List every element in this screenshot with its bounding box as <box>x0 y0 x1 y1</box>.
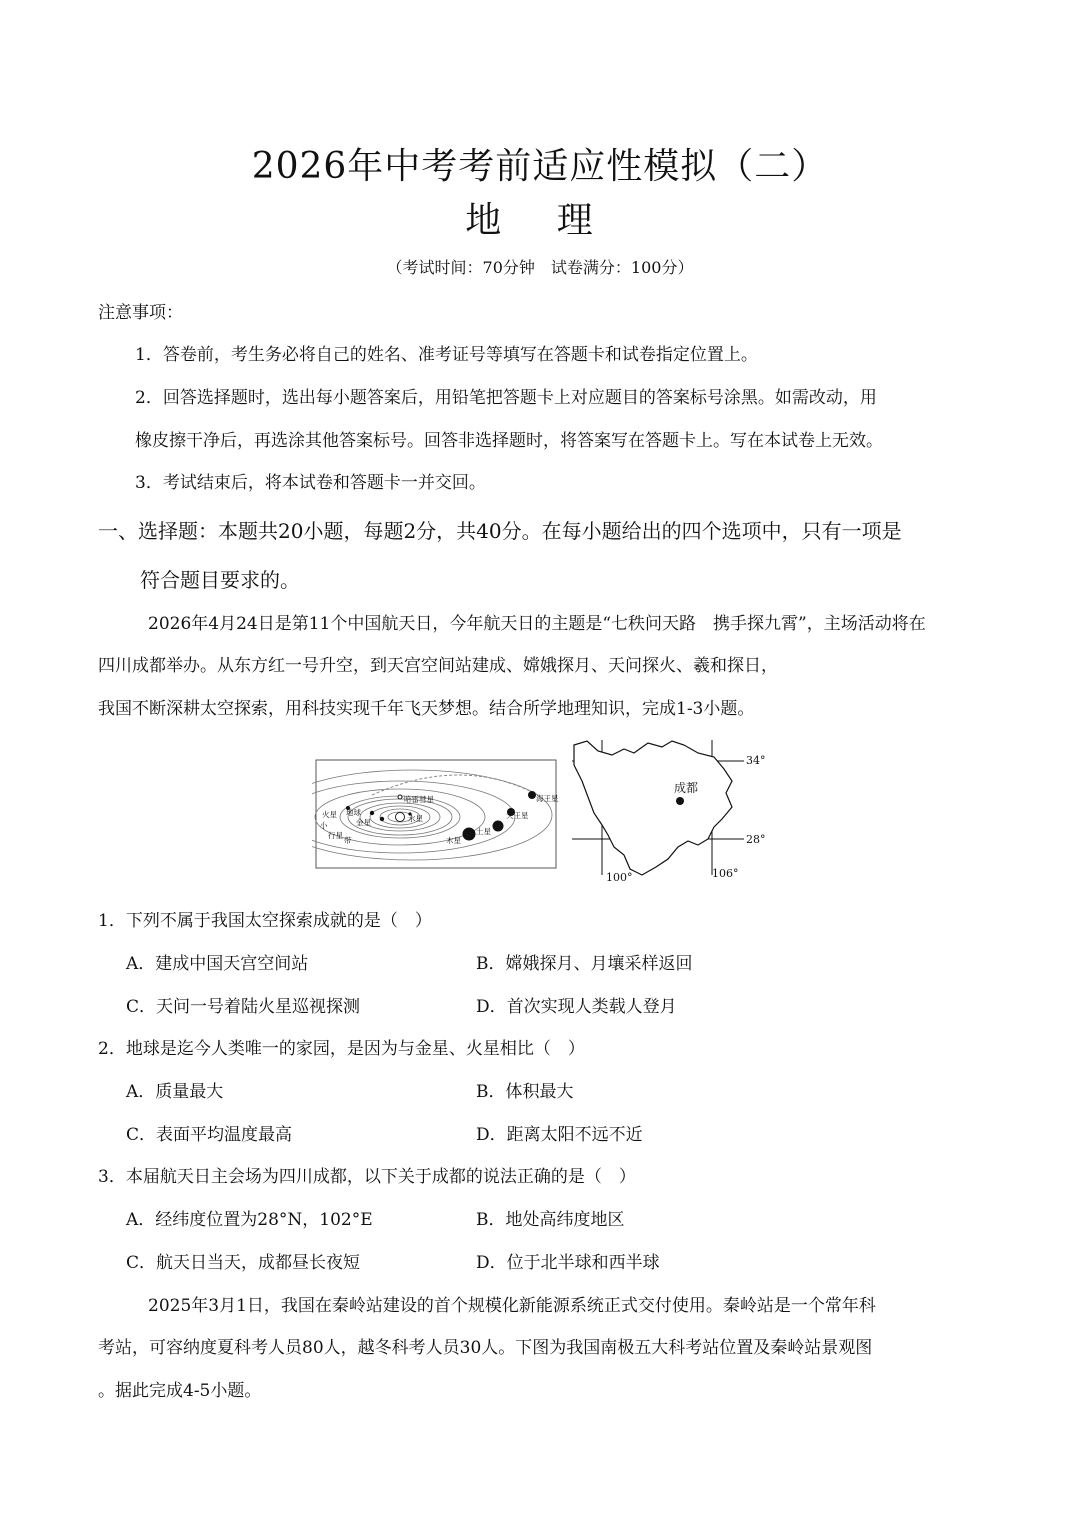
label-neptune: 海王星 <box>536 794 559 803</box>
solar-system-diagram <box>312 760 559 868</box>
label-asteroid-2: 行星 <box>328 831 343 840</box>
label-lat-34: 34° <box>746 754 766 767</box>
saturn-dot <box>493 821 504 832</box>
section-heading: 一、选择题：本题共20小题，每题2分，共40分。在每小题给出的四个选项中，只有一项是 <box>98 519 902 543</box>
question-2-stem: 2．地球是迄今人类唯一的家园，是因为与金星、火星相比（ ） <box>98 1039 585 1059</box>
question-3-option-a: A．经纬度位置为28°N，102°E <box>126 1210 373 1230</box>
passage-1-line-2: 四川成都举办。从东方红一号升空，到天宫空间站建成、嫦娥探月、天问探火、羲和探日， <box>98 656 778 676</box>
label-lon-100: 100° <box>606 871 633 884</box>
question-3-stem: 3．本届航天日主会场为四川成都，以下关于成都的说法正确的是（ ） <box>98 1167 636 1187</box>
label-earth: 地球 <box>346 808 361 817</box>
sichuan-map <box>572 740 766 884</box>
label-asteroid-3: 带 <box>344 836 352 845</box>
question-2-option-a: A．质量最大 <box>126 1082 224 1102</box>
passage-2-line-2: 考站，可容纳度夏科考人员80人，越冬科考人员30人。下图为我国南极五大科考站位置及秦岭站景观图 <box>98 1338 873 1358</box>
venus-dot <box>380 817 384 821</box>
question-1-option-a: A．建成中国天宫空间站 <box>126 954 309 974</box>
label-uranus: 天王星 <box>506 811 529 820</box>
earth-dot <box>370 811 374 815</box>
label-halley: 哈雷彗星 <box>404 795 434 804</box>
label-mars: 火星 <box>322 810 337 819</box>
label-lat-28: 28° <box>746 833 766 846</box>
question-3-option-d: D．位于北半球和西半球 <box>476 1253 660 1273</box>
notice-heading: 注意事项： <box>98 303 183 323</box>
jupiter-dot <box>463 828 476 841</box>
halley-dot <box>398 795 402 799</box>
neptune-dot <box>528 791 536 799</box>
question-1-stem: 1．下列不属于我国太空探索成就的是（ ） <box>98 911 432 931</box>
question-3-option-b: B．地处高纬度地区 <box>476 1210 625 1230</box>
sichuan-outline <box>574 741 732 875</box>
passage-1-line-3: 我国不断深耕太空探索，用科技实现千年飞天梦想。结合所学地理知识，完成1-3小题。 <box>98 699 755 719</box>
question-1-option-c: C．天问一号着陆火星巡视探测 <box>126 997 361 1017</box>
passage-1-line-1: 2026年4月24日是第11个中国航天日，今年航天日的主题是“七秩问天路 携手探九霄”，主场活动将在 <box>148 614 926 634</box>
exam-info: （考试时间：70分钟 试卷满分：100分） <box>386 258 694 277</box>
question-2-option-c: C．表面平均温度最高 <box>126 1125 293 1145</box>
question-1-option-b: B．嫦娥探月、月壤采样返回 <box>476 954 693 974</box>
sun-icon <box>396 813 405 822</box>
question-2-option-b: B．体积最大 <box>476 1082 574 1102</box>
label-venus: 金星 <box>356 818 371 827</box>
notice-item-2-cont: 橡皮擦干净后，再选涂其他答案标号。回答非选择题时，将答案写在答题卡上。写在本试卷上无效。 <box>135 431 883 451</box>
passage-2-line-1: 2025年3月1日，我国在秦岭站建设的首个规模化新能源系统正式交付使用。秦岭站是一个常年科 <box>148 1296 876 1316</box>
subject-title: 地 理 <box>465 200 615 241</box>
question-1-option-d: D．首次实现人类载人登月 <box>476 997 677 1017</box>
label-asteroid-1: 小 <box>320 821 328 830</box>
passage-2-line-3: 。据此完成4-5小题。 <box>98 1381 262 1401</box>
label-mercury: 水星 <box>408 814 423 823</box>
label-saturn: 土星 <box>476 827 491 836</box>
notice-item-1: 1．答卷前，考生务必将自己的姓名、准考证号等填写在答题卡和试卷指定位置上。 <box>135 345 758 365</box>
figure-svg <box>312 735 782 885</box>
chengdu-dot <box>676 797 684 805</box>
notice-item-3: 3．考试结束后，将本试卷和答题卡一并交回。 <box>135 473 486 493</box>
question-2-option-d: D．距离太阳不远不近 <box>476 1125 643 1145</box>
notice-item-2: 2．回答选择题时，选出每小题答案后，用铅笔把答题卡上对应题目的答案标号涂黑。如需改动，用 <box>135 388 877 408</box>
figure-group <box>312 735 782 889</box>
question-3-option-c: C．航天日当天，成都昼长夜短 <box>126 1253 361 1273</box>
label-jupiter: 木星 <box>446 836 461 845</box>
label-lon-106: 106° <box>712 867 739 880</box>
section-heading-cont: 符合题目要求的。 <box>140 568 300 592</box>
page-title: 2026年中考考前适应性模拟（二） <box>251 146 829 187</box>
label-chengdu: 成都 <box>674 781 699 795</box>
